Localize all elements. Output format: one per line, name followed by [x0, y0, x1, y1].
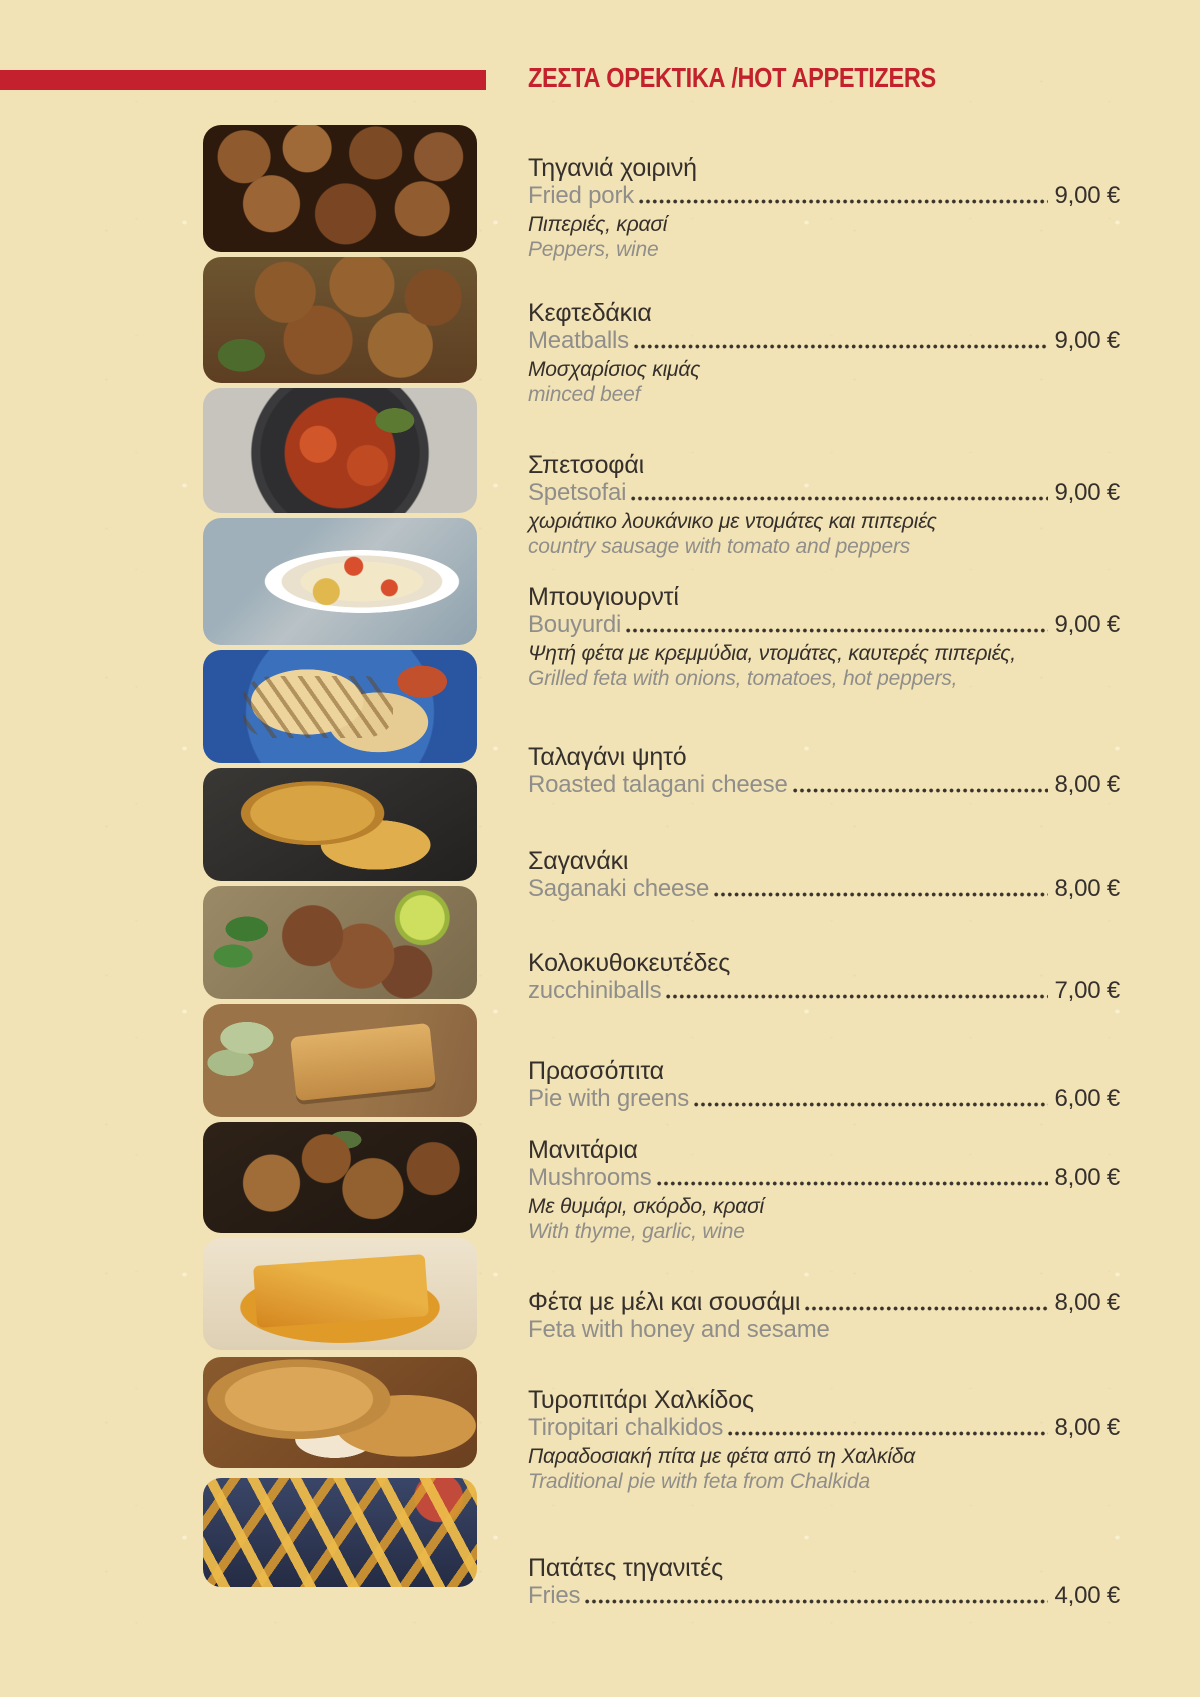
- photo-greens-pie: [203, 1004, 477, 1117]
- item-price: 7,00 €: [1054, 977, 1120, 1004]
- item-desc-greek: Ψητή φέτα με κρεμμύδια, ντομάτες, καυτερές πιπεριές,: [528, 642, 1016, 665]
- section-title-text: ΖΕΣΤΑ ΟΡΕΚΤΙΚΑ /HOT APPETIZERS: [528, 62, 936, 93]
- item-price: 8,00 €: [1054, 1414, 1120, 1441]
- item-name-greek: Κολοκυθοκευτέδες: [528, 949, 731, 977]
- section-accent-bar: [0, 70, 486, 90]
- photo-spetsofai: [203, 388, 477, 513]
- menu-item-fries: [528, 1555, 1120, 1609]
- item-name-english: Fried pork: [528, 182, 635, 209]
- item-price: 6,00 €: [1054, 1085, 1120, 1112]
- item-desc-english: Traditional pie with feta from Chalkida: [528, 1470, 870, 1493]
- item-desc-greek: Πιπεριές, κρασί: [528, 213, 668, 236]
- photo-bouyurdi: [203, 518, 477, 645]
- item-price: 8,00 €: [1054, 875, 1120, 902]
- dotted-leader: [728, 1431, 1048, 1436]
- dotted-leader: [626, 628, 1048, 633]
- item-desc-greek: χωριάτικο λουκάνικο με ντομάτες και πιπεριές: [528, 510, 937, 533]
- item-name-english: Tiropitari chalkidos: [528, 1414, 724, 1441]
- section-title: [528, 62, 1014, 94]
- item-name-greek: Σαγανάκι: [528, 847, 629, 875]
- item-desc-greek: Με θυμάρι, σκόρδο, κρασί: [528, 1195, 765, 1218]
- price-row: [528, 977, 1120, 1004]
- photo-fries: [203, 1478, 477, 1587]
- menu-item-bouyurdi: [528, 584, 1120, 691]
- item-name-greek: Κεφτεδάκια: [528, 299, 652, 327]
- photo-tiropitari: [203, 1357, 477, 1468]
- price-row: [528, 1289, 1120, 1316]
- photo-fried-pork: [203, 125, 477, 252]
- menu-item-mushrooms: [528, 1137, 1120, 1244]
- photo-talagani: [203, 650, 477, 763]
- item-desc-english: Grilled feta with onions, tomatoes, hot peppers,: [528, 667, 958, 690]
- price-row: [528, 182, 1120, 209]
- menu-item-zucchini-balls: [528, 950, 1120, 1004]
- price-row: [528, 1414, 1120, 1441]
- item-name-english: Mushrooms: [528, 1164, 652, 1191]
- photo-saganaki: [203, 768, 477, 881]
- dotted-leader: [694, 1102, 1048, 1107]
- photo-feta-honey: [203, 1238, 477, 1350]
- dotted-leader: [634, 344, 1049, 349]
- item-price: 9,00 €: [1054, 479, 1120, 506]
- menu-item-talagani: [528, 744, 1120, 798]
- item-name-english: Pie with greens: [528, 1085, 690, 1112]
- item-name-greek: Μανιτάρια: [528, 1136, 638, 1164]
- item-desc-english: country sausage with tomato and peppers: [528, 535, 911, 558]
- price-row: [528, 875, 1120, 902]
- item-name-english: Feta with honey and sesame: [528, 1316, 830, 1343]
- item-price: 8,00 €: [1054, 1289, 1120, 1316]
- menu-item-tiropitari: [528, 1387, 1120, 1494]
- price-row: [528, 1085, 1120, 1112]
- grill-marks-decoration: [243, 676, 393, 738]
- photo-zucchini-balls: [203, 886, 477, 999]
- menu-item-fried-pork: [528, 155, 1120, 262]
- item-price: 4,00 €: [1054, 1582, 1120, 1609]
- item-desc-english: With thyme, garlic, wine: [528, 1220, 745, 1243]
- menu-item-meatballs: [528, 300, 1120, 407]
- dotted-leader: [714, 892, 1048, 897]
- feta-slab-decoration: [253, 1254, 429, 1328]
- item-price: 8,00 €: [1054, 771, 1120, 798]
- dotted-leader: [639, 199, 1048, 204]
- item-price: 9,00 €: [1054, 327, 1120, 354]
- item-desc-greek: Μοσχαρίσιος κιμάς: [528, 358, 701, 381]
- price-row: [528, 1164, 1120, 1191]
- dotted-leader: [666, 994, 1048, 999]
- dotted-leader: [805, 1306, 1048, 1311]
- item-name-english: Saganaki cheese: [528, 875, 710, 902]
- photo-mushrooms: [203, 1122, 477, 1233]
- item-name-english: Fries: [528, 1582, 581, 1609]
- item-name-english: Bouyurdi: [528, 611, 622, 638]
- item-name-greek: Ταλαγάνι ψητό: [528, 743, 687, 771]
- item-price: 9,00 €: [1054, 611, 1120, 638]
- item-name-greek: Φέτα με μέλι και σουσάμι: [528, 1288, 801, 1316]
- dotted-leader: [585, 1599, 1048, 1604]
- dotted-leader: [657, 1181, 1049, 1186]
- item-price: 8,00 €: [1054, 1164, 1120, 1191]
- item-name-greek: Τηγανιά χοιρινή: [528, 154, 697, 182]
- item-desc-english: Peppers, wine: [528, 238, 659, 261]
- item-name-english: Spetsofai: [528, 479, 627, 506]
- photo-meatballs: [203, 257, 477, 383]
- price-row: [528, 1582, 1120, 1609]
- price-row: [528, 479, 1120, 506]
- item-name-greek: Μπουγιουρντί: [528, 583, 679, 611]
- item-name-greek: Σπετσοφάι: [528, 451, 644, 479]
- item-name-greek: Πατάτες τηγανιτές: [528, 1554, 723, 1582]
- dotted-leader: [793, 788, 1049, 793]
- pie-slab-decoration: [290, 1023, 436, 1101]
- price-row: [528, 611, 1120, 638]
- item-name-english: Meatballs: [528, 327, 629, 354]
- menu-item-greens-pie: [528, 1058, 1120, 1112]
- item-price: 9,00 €: [1054, 182, 1120, 209]
- dotted-leader: [631, 496, 1048, 501]
- price-row: [528, 327, 1120, 354]
- item-desc-english: minced beef: [528, 383, 641, 406]
- item-name-english: Roasted talagani cheese: [528, 771, 788, 798]
- item-desc-greek: Παραδοσιακή πίτα με φέτα από τη Χαλκίδα: [528, 1445, 916, 1468]
- menu-item-feta-honey: [528, 1289, 1120, 1343]
- menu-item-saganaki: [528, 848, 1120, 902]
- item-name-greek: Τυροπιτάρι Χαλκίδος: [528, 1386, 754, 1414]
- item-name-english: zucchiniballs: [528, 977, 662, 1004]
- price-row: [528, 771, 1120, 798]
- item-name-greek: Πρασσόπιτα: [528, 1057, 664, 1085]
- menu-item-spetsofai: [528, 452, 1120, 559]
